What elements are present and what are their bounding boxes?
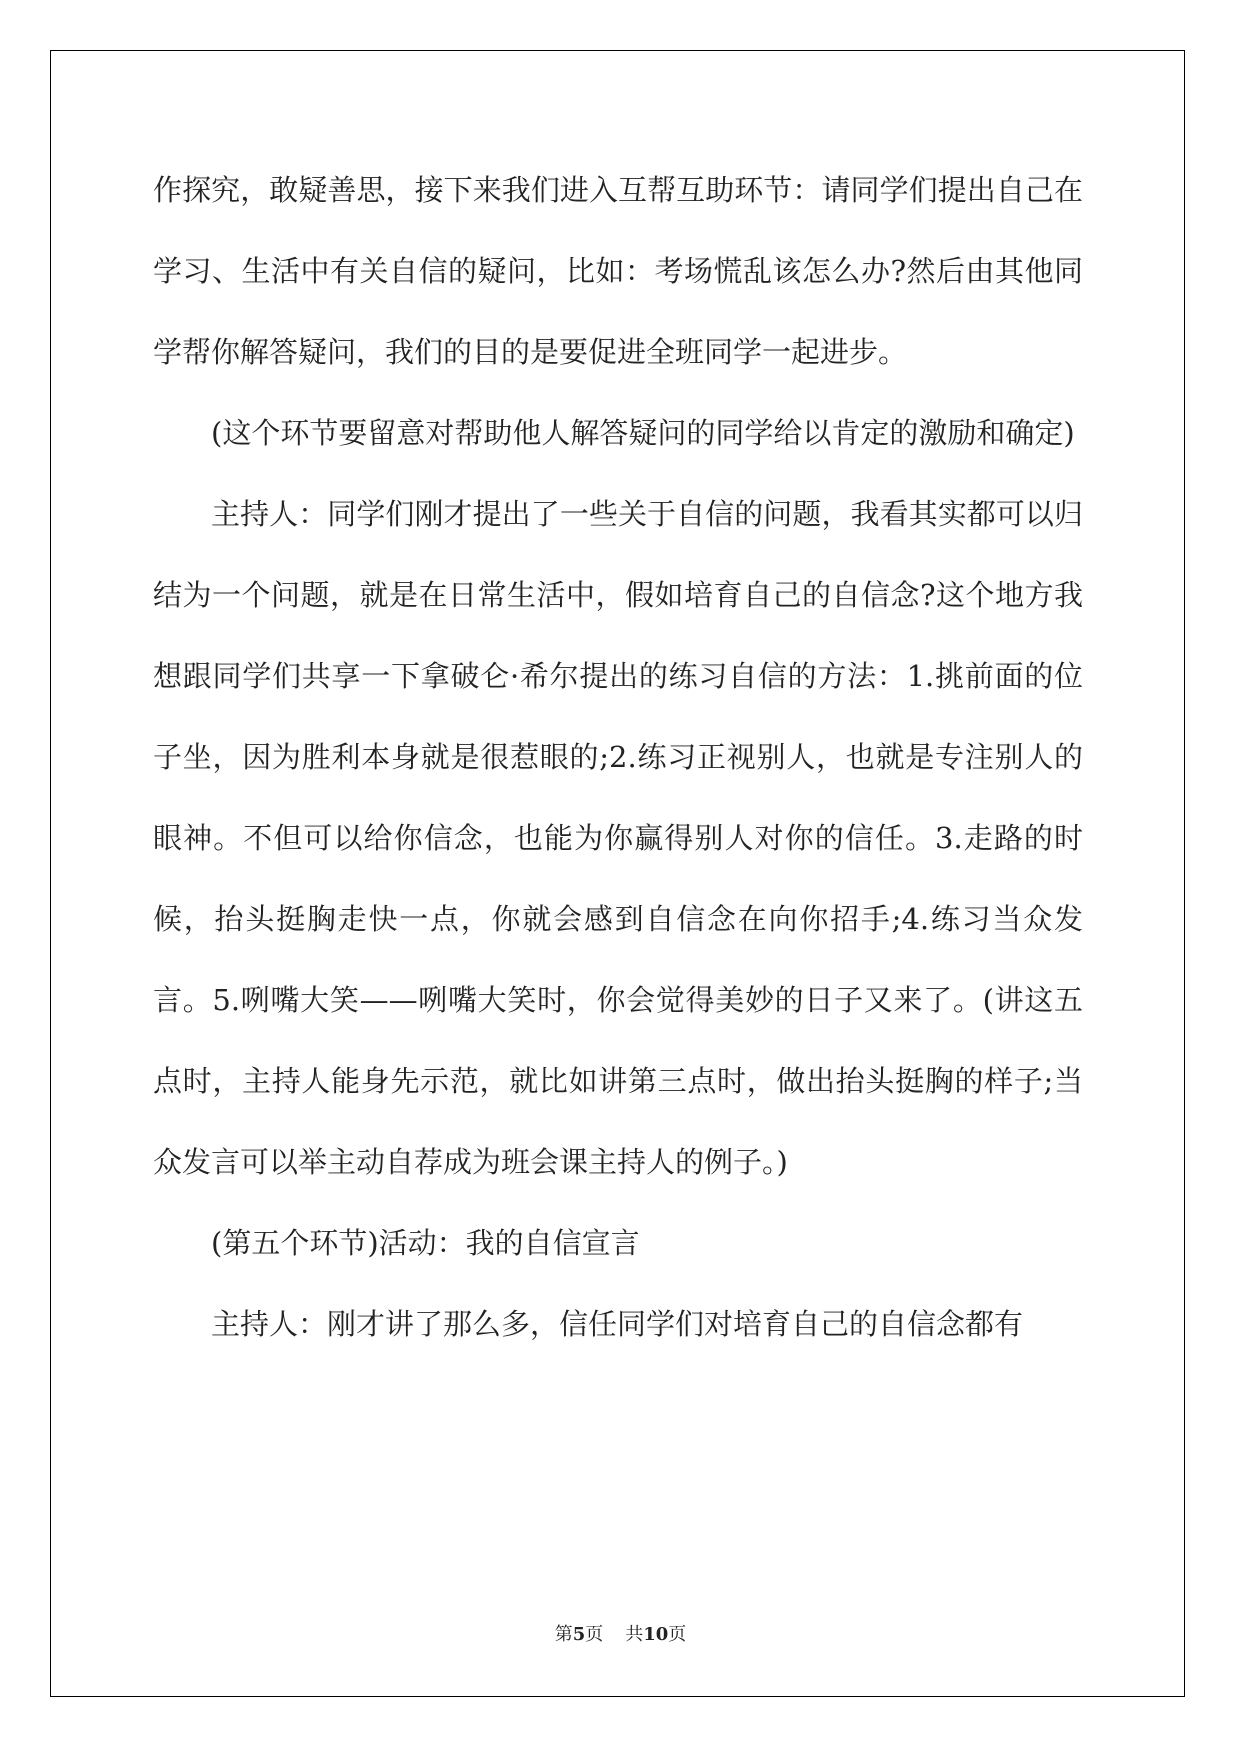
paragraph: (第五个环节)活动：我的自信宣言 (211, 1226, 640, 1260)
document-body (153, 150, 1083, 1365)
total-suffix: 页 (668, 1624, 687, 1645)
total-pages: 10 (643, 1624, 669, 1645)
paragraph: 主持人：刚才讲了那么多，信任同学们对培育自己的自信念都有 (211, 1307, 1024, 1341)
paragraph: 作探究，敢疑善思，接下来我们进入互帮互助环节：请同学们提出自己在学习、生活中有关自信的疑问，比如：考场慌乱该怎么办?然后由其他同学帮你解答疑问，我们的目的是要促进全班同学一起进步。 (153, 173, 1083, 369)
paragraph: 主持人：同学们刚才提出了一些关于自信的问题，我看其实都可以归结为一个问题，就是在日常生活中，假如培育自己的自信念?这个地方我想跟同学们共享一下拿破仑·希尔提出的练习自信的方法：1.挑前面的位子坐，因为胜利本身就是很惹眼的;2.练习正视别人，也就是专注别人的眼神。不但可以给你信念，也能为你赢得别人对你的信任。3.走路的时候，抬头挺胸走快一点，你就会感到自信念在向你招手;4.练习当众发言。5.咧嘴大笑——咧嘴大笑时，你会觉得美妙的日子又来了。(讲这五点时，主持人能身先示范，就比如讲第三点时，做出抬头挺胸的样子;当众发言可以举主动自荐成为班会课主持人的例子。) (153, 497, 1083, 1179)
page-number: 5 (572, 1624, 586, 1645)
page-suffix: 页 (585, 1624, 604, 1645)
paragraph: (这个环节要留意对帮助他人解答疑问的同学给以肯定的激励和确定) (211, 416, 1075, 450)
total-prefix: 共 (625, 1624, 644, 1645)
page-prefix: 第 (554, 1624, 573, 1645)
page-footer (0, 1620, 1241, 1646)
